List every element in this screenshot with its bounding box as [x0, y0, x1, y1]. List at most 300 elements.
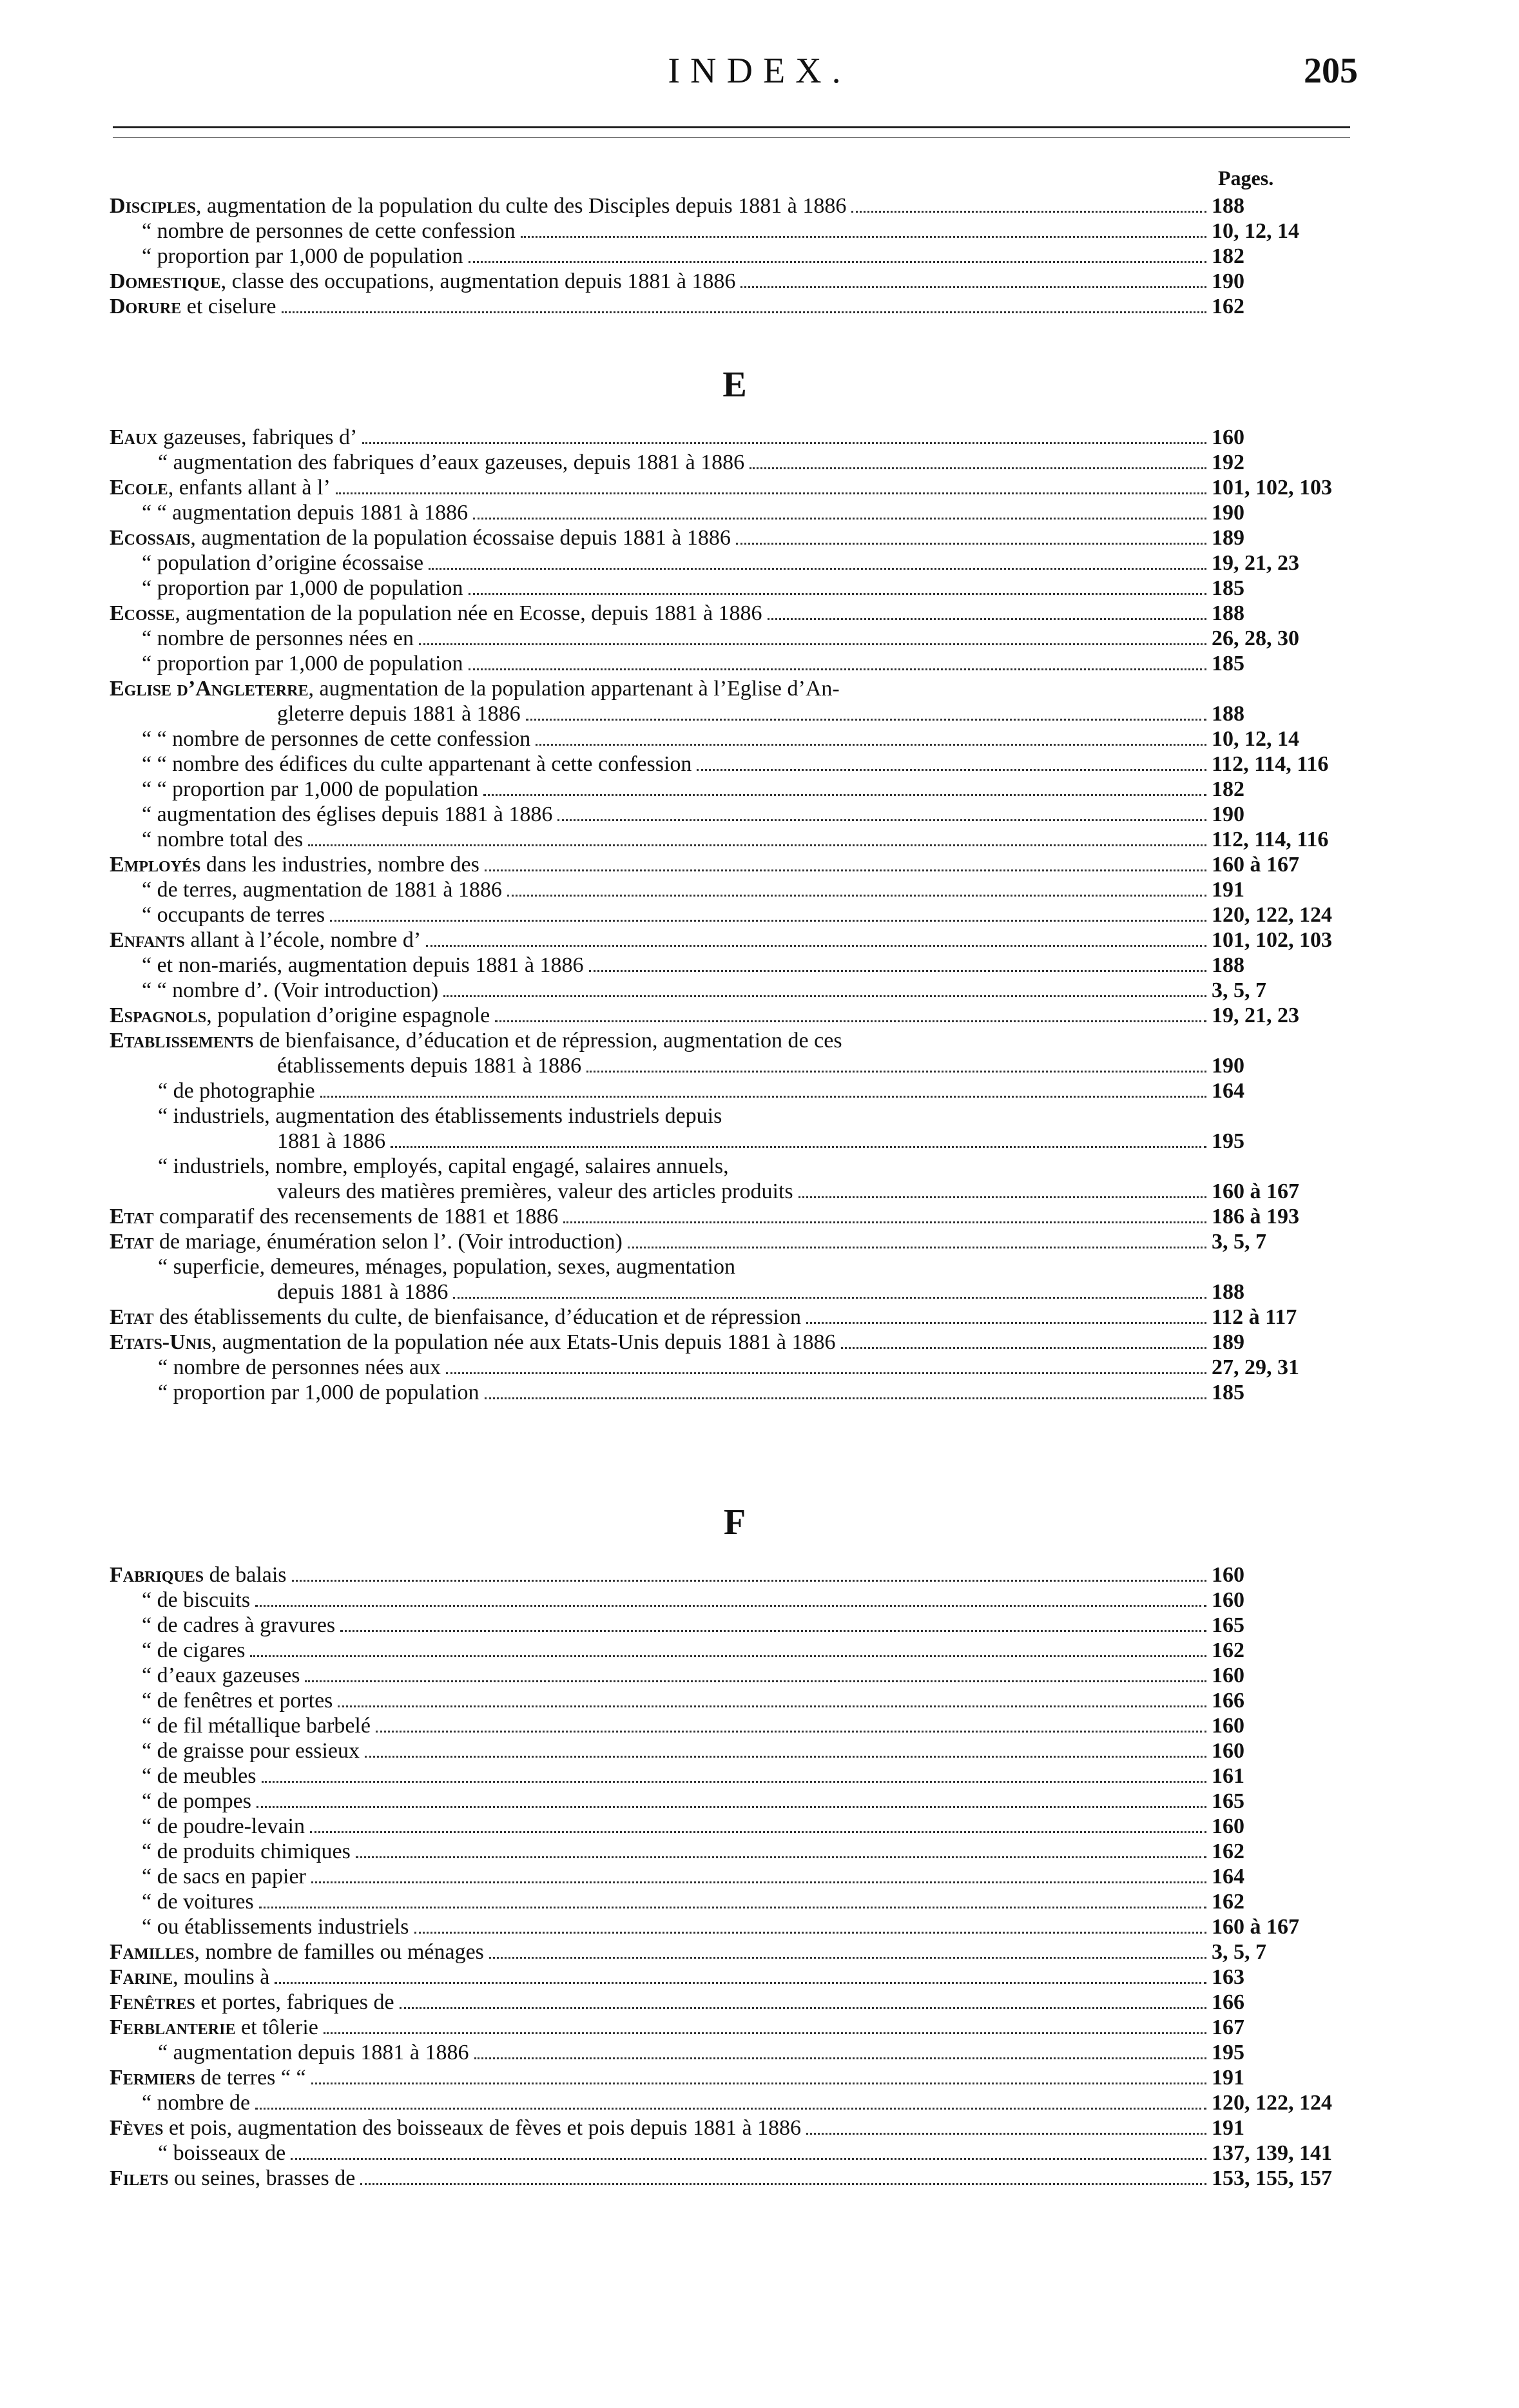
index-entry-pages: 101, 102, 103 — [1212, 928, 1332, 952]
index-entry-label: allant à l’école, nombre d’ — [184, 928, 421, 952]
index-entry-label: , augmentation de la population écossaise depuis 1881 à 1886 — [190, 526, 731, 550]
index-entry-pages: 27, 29, 31 — [1212, 1355, 1299, 1379]
index-entry — [110, 1053, 1360, 1078]
index-entry-continuation: depuis 1881 à 1886 — [277, 1280, 449, 1304]
index-entry-label: de balais — [204, 1563, 287, 1587]
index-entry — [110, 1839, 1360, 1864]
dot-leader — [507, 895, 1206, 897]
index-entry — [110, 475, 1360, 500]
index-entry-text — [110, 701, 521, 726]
index-entry-text — [110, 601, 762, 626]
dot-leader — [697, 769, 1206, 771]
index-entry-text — [110, 852, 479, 877]
dot-leader — [282, 311, 1207, 313]
index-entry-pages: 185 — [1212, 1381, 1244, 1404]
index-entry-text — [110, 1965, 269, 1990]
index-entry-pages: 162 — [1212, 1840, 1244, 1863]
index-entry-text — [110, 1839, 351, 1864]
index-entry — [110, 525, 1360, 550]
dot-leader — [320, 1096, 1206, 1098]
index-entry-head: Ferblanterie — [110, 2015, 236, 2039]
index-entry-label: “ de biscuits — [142, 1588, 251, 1612]
index-entry — [110, 902, 1360, 927]
index-entry-pages: 186 à 193 — [1212, 1205, 1299, 1228]
index-entry-text — [110, 1889, 254, 1914]
index-entry-text — [110, 525, 731, 550]
section-e — [110, 364, 1360, 1405]
index-entry — [110, 1003, 1360, 1028]
index-entry-pages: 160 à 167 — [1212, 1180, 1299, 1203]
index-entry — [110, 701, 1360, 726]
index-entry-label: et tôlerie — [235, 2015, 318, 2039]
index-entry-text — [110, 550, 423, 576]
index-entry-text — [110, 651, 463, 676]
index-entry-pages: 191 — [1212, 2116, 1244, 2140]
index-entry-label: “ nombre de personnes de cette confession — [142, 219, 516, 243]
index-entry-head: Fabriques — [110, 1563, 204, 1587]
index-entry-pages: 160 — [1212, 1739, 1244, 1763]
index-entry-label: , augmentation de la population née aux Etats-Unis depuis 1881 à 1886 — [211, 1330, 836, 1354]
index-entry — [110, 2166, 1360, 2191]
index-entry — [110, 852, 1360, 877]
index-entry — [110, 877, 1360, 902]
dot-leader — [443, 995, 1206, 997]
index-entry-pages: 26, 28, 30 — [1212, 626, 1299, 650]
index-entry — [110, 827, 1360, 852]
index-entry-pages: 161 — [1212, 1764, 1244, 1788]
index-entry — [110, 601, 1360, 626]
index-entry-pages: 166 — [1212, 1990, 1244, 2014]
index-entry-pages: 163 — [1212, 1965, 1244, 1989]
index-entry — [110, 1562, 1360, 1588]
index-entry-label: “ de produits chimiques — [142, 1840, 351, 1863]
index-entry — [110, 777, 1360, 802]
index-entry — [110, 1380, 1360, 1405]
dot-leader — [305, 1680, 1206, 1682]
index-entry-label: “ augmentation des églises depuis 1881 à 1886 — [142, 802, 553, 826]
index-entry-label: “ nombre de personnes nées en — [142, 626, 414, 650]
index-entry-label: “ augmentation depuis 1881 à 1886 — [158, 2041, 469, 2064]
index-entry-pages: 3, 5, 7 — [1212, 1940, 1266, 1964]
index-entry-pages: 190 — [1212, 802, 1244, 826]
dot-leader — [340, 1630, 1206, 1632]
dot-leader — [485, 1397, 1206, 1399]
section-f — [110, 1502, 1360, 2191]
index-entry-label: “ de meubles — [142, 1764, 256, 1788]
index-entry-text — [110, 1990, 394, 2015]
index-entry-label: “ d’eaux gazeuses — [142, 1664, 300, 1687]
header-rule — [113, 126, 1350, 138]
index-entry-continuation: 1881 à 1886 — [277, 1129, 386, 1153]
dot-leader — [483, 794, 1206, 796]
index-entry-head: Dorure — [110, 295, 182, 318]
index-entry-text — [110, 1638, 245, 1663]
index-entry-text — [110, 193, 846, 218]
index-entry-pages: 160 — [1212, 1814, 1244, 1838]
index-entry — [110, 1663, 1360, 1688]
dot-leader — [356, 1856, 1206, 1858]
index-entry-text — [110, 1738, 360, 1763]
index-entry-pages: 112, 114, 116 — [1212, 752, 1329, 776]
dot-leader — [400, 2007, 1206, 2009]
index-entry-label: et pois, augmentation des boisseaux de fèves et pois depuis 1881 à 1886 — [163, 2116, 802, 2140]
index-entry-label: “ de poudre-levain — [142, 1814, 305, 1838]
index-entry-pages: 160 — [1212, 1588, 1244, 1612]
index-entry-text — [110, 2065, 306, 2090]
index-entry-pages: 190 — [1212, 1054, 1244, 1078]
index-entry — [110, 978, 1360, 1003]
index-entry-pages: 162 — [1212, 1638, 1244, 1662]
index-entry — [110, 500, 1360, 525]
index-entry-text — [110, 1688, 333, 1713]
dot-leader — [414, 1932, 1206, 1934]
index-entry-text — [110, 1103, 1360, 1129]
index-entry-label: gazeuses, fabriques d’ — [157, 425, 358, 449]
index-entry-text — [110, 244, 463, 269]
index-entry — [110, 1889, 1360, 1914]
dot-leader — [489, 1957, 1206, 1959]
dot-leader — [338, 1705, 1206, 1707]
index-entry — [110, 726, 1360, 752]
index-entry-pages: 164 — [1212, 1865, 1244, 1889]
index-entry-text — [110, 1380, 479, 1405]
index-entry-pages: 153, 155, 157 — [1212, 2166, 1332, 2190]
index-entry-text — [110, 902, 325, 927]
index-entry-text — [110, 2141, 285, 2166]
index-entry-pages: 167 — [1212, 2015, 1244, 2039]
index-entry-label: , moulins à — [173, 1965, 270, 1989]
index-entry-label: “ de fenêtres et portes — [142, 1689, 333, 1713]
dot-leader — [750, 467, 1206, 469]
index-entry-head: Ecole — [110, 476, 168, 500]
index-entry-label: “ occupants de terres — [142, 903, 325, 927]
index-entry-head: Eaux — [110, 425, 158, 449]
dot-leader — [391, 1146, 1206, 1148]
index-entry-label: des établissements du culte, de bienfaisance, d’éducation et de répression — [153, 1305, 801, 1329]
index-entry-text — [110, 1129, 385, 1154]
index-entry-text — [110, 500, 468, 525]
index-entry-text — [110, 1663, 300, 1688]
index-entry-text — [110, 1914, 409, 1939]
index-entry — [110, 269, 1360, 294]
dot-leader — [485, 869, 1206, 871]
index-entry — [110, 2141, 1360, 2166]
section-letter-e: E — [722, 365, 747, 405]
index-entry-label: “ superficie, demeures, ménages, population, sexes, augmentation — [158, 1255, 735, 1279]
index-entry-label: “ de pompes — [142, 1789, 251, 1813]
index-entry — [110, 294, 1360, 319]
page-number: 205 — [1304, 51, 1358, 91]
index-entry-text — [110, 1053, 581, 1078]
index-entry-pages: 188 — [1212, 194, 1244, 218]
dot-leader — [250, 1655, 1206, 1657]
dot-leader — [426, 945, 1206, 947]
dot-leader — [586, 1071, 1206, 1073]
dot-leader — [365, 1756, 1206, 1758]
index-entry-pages: 160 — [1212, 1714, 1244, 1738]
index-entry — [110, 1229, 1360, 1254]
index-entry-label: “ “ nombre de personnes de cette confession — [142, 727, 531, 751]
index-entry-text — [110, 1204, 558, 1229]
index-entry-label: “ “ nombre d’. (Voir introduction) — [142, 978, 439, 1002]
index-entry-head: Etats-Unis — [110, 1330, 211, 1354]
index-entry — [110, 1713, 1360, 1738]
index-entry-pages: 190 — [1212, 269, 1244, 293]
dot-leader — [292, 1580, 1206, 1582]
page-header — [0, 45, 1519, 103]
index-entry-head: Familles — [110, 1940, 195, 1964]
index-entry — [110, 2090, 1360, 2115]
index-entry — [110, 1965, 1360, 1990]
index-entry-pages: 160 — [1212, 1664, 1244, 1687]
index-entry-label: , augmentation de la population du culte des Disciples depuis 1881 à 1886 — [195, 194, 847, 218]
index-entry-text — [110, 1713, 371, 1738]
index-entry-label: “ de cadres à gravures — [142, 1613, 336, 1637]
dot-leader — [589, 970, 1207, 972]
index-entry-text — [110, 1229, 623, 1254]
index-entry-text — [110, 1939, 484, 1965]
index-entry-head: Etat — [110, 1305, 154, 1329]
index-entry — [110, 425, 1360, 450]
index-entry-label: “ “ augmentation depuis 1881 à 1886 — [142, 501, 469, 525]
index-entry-text — [110, 1763, 256, 1789]
index-entry-label: de mariage, énumération selon l’. (Voir introduction) — [153, 1230, 623, 1254]
index-entry-label: “ boisseaux de — [158, 2141, 286, 2165]
index-entry-continuation: valeurs des matières premières, valeur des articles produits — [277, 1180, 793, 1203]
index-entry — [110, 2115, 1360, 2141]
index-entry — [110, 576, 1360, 601]
index-entry — [110, 1763, 1360, 1789]
index-entry-pages: 182 — [1212, 244, 1244, 268]
index-entry-text — [110, 1003, 490, 1028]
index-entry-pages: 164 — [1212, 1079, 1244, 1103]
index-entry-label: “ de graisse pour essieux — [142, 1739, 360, 1763]
index-entry-text — [110, 2090, 250, 2115]
index-entry-text — [110, 927, 421, 953]
index-entry-text — [110, 425, 357, 450]
index-entry — [110, 450, 1360, 475]
index-entry — [110, 218, 1360, 244]
index-entry-pages: 162 — [1212, 295, 1244, 318]
dot-leader — [446, 1372, 1206, 1374]
index-entry-text — [110, 1613, 335, 1638]
index-entry-text — [110, 978, 438, 1003]
index-entry — [110, 1990, 1360, 2015]
dot-leader — [256, 1806, 1206, 1808]
dot-leader — [308, 844, 1206, 846]
index-entry-text — [110, 450, 744, 475]
index-entry-text — [110, 752, 692, 777]
index-entry-text — [110, 626, 414, 651]
index-entry-head: Ecosse — [110, 601, 175, 625]
index-entry-label: “ nombre de personnes nées aux — [158, 1355, 441, 1379]
dot-leader — [469, 261, 1206, 263]
index-entry-pages: 19, 21, 23 — [1212, 551, 1299, 575]
index-entry-label: , augmentation de la population appartenant à l’Eglise d’An- — [308, 677, 840, 701]
index-entry — [110, 1330, 1360, 1355]
index-entry-pages: 188 — [1212, 1280, 1244, 1304]
dot-leader — [469, 593, 1206, 595]
index-entry-label: “ “ nombre des édifices du culte appartenant à cette confession — [142, 752, 692, 776]
dot-leader — [557, 819, 1206, 821]
index-entry-label: “ de photographie — [158, 1079, 315, 1103]
dot-leader — [360, 2183, 1206, 2185]
index-entry — [110, 1588, 1360, 1613]
dot-leader — [259, 1907, 1206, 1908]
index-entry — [110, 1279, 1360, 1305]
index-entry-text — [110, 2040, 469, 2065]
dot-leader — [628, 1247, 1206, 1248]
index-entry-pages: 190 — [1212, 501, 1244, 525]
index-entry — [110, 1355, 1360, 1380]
index-entry-text — [110, 777, 478, 802]
index-entry-label: de terres “ “ — [195, 2066, 306, 2090]
index-entry-head: Disciples — [110, 194, 196, 218]
index-entry-pages: 162 — [1212, 1890, 1244, 1914]
index-entry-text — [110, 1789, 251, 1814]
index-entry-pages: 191 — [1212, 2066, 1244, 2090]
index-entry — [110, 953, 1360, 978]
index-entry-pages: 137, 139, 141 — [1212, 2141, 1332, 2165]
index-entry-pages: 191 — [1212, 878, 1244, 902]
index-entry-label: “ nombre total des — [142, 828, 304, 851]
index-entry-text — [110, 1179, 793, 1204]
index-entry-pages: 165 — [1212, 1789, 1244, 1813]
dot-leader — [526, 719, 1206, 721]
dot-leader — [336, 492, 1206, 494]
index-entry — [110, 1738, 1360, 1763]
index-entry — [110, 2065, 1360, 2090]
index-entry-label: ou seines, brasses de — [168, 2166, 356, 2190]
dot-leader — [310, 1831, 1206, 1833]
index-entry-label: “ nombre de — [142, 2091, 251, 2115]
index-entry — [110, 2015, 1360, 2040]
index-entry-pages: 185 — [1212, 576, 1244, 600]
dot-leader — [521, 236, 1206, 238]
index-entry-text — [110, 1254, 1360, 1279]
index-entry-pages: 188 — [1212, 953, 1244, 977]
index-entry-pages: 160 à 167 — [1212, 853, 1299, 877]
index-entry-pages: 195 — [1212, 2041, 1244, 2064]
index-entry — [110, 1204, 1360, 1229]
index-entry-head: Etat — [110, 1230, 154, 1254]
index-entry-label: , augmentation de la population née en Ecosse, depuis 1881 à 1886 — [175, 601, 762, 625]
dot-leader — [473, 518, 1206, 519]
index-entry-continuation: établissements depuis 1881 à 1886 — [277, 1054, 582, 1078]
index-entry-label: “ et non-mariés, augmentation depuis 1881 à 1886 — [142, 953, 584, 977]
index-entry-label: “ de fil métallique barbelé — [142, 1714, 371, 1738]
dot-leader — [311, 1881, 1206, 1883]
index-entry-label: , enfants allant à l’ — [168, 476, 331, 500]
index-entry-label: “ proportion par 1,000 de population — [142, 576, 463, 600]
index-entry-pages: 185 — [1212, 652, 1244, 675]
index-entry — [110, 651, 1360, 676]
index-entry-label: , nombre de familles ou ménages — [194, 1940, 484, 1964]
index-entry — [110, 802, 1360, 827]
index-entry-text — [110, 1864, 306, 1889]
dot-leader — [275, 1982, 1206, 1984]
index-entry-head: Filets — [110, 2166, 169, 2190]
index-entry-pages: 195 — [1212, 1129, 1244, 1153]
index-entry-pages: 182 — [1212, 777, 1244, 801]
dot-leader — [798, 1196, 1206, 1198]
index-entry-pages: 188 — [1212, 702, 1244, 726]
index-entry-label: et ciselure — [181, 295, 276, 318]
index-entry-pages: 189 — [1212, 1330, 1244, 1354]
dot-leader — [736, 543, 1206, 545]
index-entry — [110, 1129, 1360, 1154]
dot-leader — [740, 286, 1206, 288]
dot-leader — [324, 2032, 1206, 2034]
index-entry-text — [110, 676, 1360, 701]
index-entry-pages: 112, 114, 116 — [1212, 828, 1329, 851]
dot-leader — [255, 1605, 1206, 1607]
index-entry-label: comparatif des recensements de 1881 et 1886 — [153, 1205, 559, 1228]
index-entry-label: “ “ proportion par 1,000 de population — [142, 777, 479, 801]
index-entry-text — [110, 2166, 355, 2191]
index-entry-text — [110, 1154, 1360, 1179]
index-entry-text — [110, 1028, 1360, 1053]
index-entry-pages: 10, 12, 14 — [1212, 219, 1299, 243]
dot-leader — [536, 744, 1206, 746]
index-entry — [110, 1305, 1360, 1330]
dot-leader — [495, 1020, 1206, 1022]
index-entry-label: “ de terres, augmentation de 1881 à 1886 — [142, 878, 502, 902]
index-entry-pages: 3, 5, 7 — [1212, 1230, 1266, 1254]
index-entry-text — [110, 2015, 318, 2040]
index-entry-head: Etablissements — [110, 1029, 254, 1053]
index-entry-head: Fermiers — [110, 2066, 195, 2090]
index-entry-label: “ proportion par 1,000 de population — [142, 652, 463, 675]
index-entry — [110, 550, 1360, 576]
dot-leader — [453, 1297, 1206, 1299]
index-entry-label: de bienfaisance, d’éducation et de répression, augmentation de ces — [253, 1029, 842, 1053]
index-entry-head: Ecossais — [110, 526, 191, 550]
index-entry-pages: 112 à 117 — [1212, 1305, 1297, 1329]
index-entry-text — [110, 1814, 305, 1839]
index-entry-pages: 10, 12, 14 — [1212, 727, 1299, 751]
index-entry-text — [110, 1078, 315, 1103]
dot-leader — [851, 211, 1206, 213]
index-entry-text — [110, 576, 463, 601]
index-entry-pages: 120, 122, 124 — [1212, 903, 1332, 927]
index-entry-text — [110, 1330, 836, 1355]
index-entry-label: “ de cigares — [142, 1638, 246, 1662]
dot-leader — [768, 618, 1206, 620]
dot-leader — [474, 2057, 1206, 2059]
index-entry-head: Farine — [110, 1965, 173, 1989]
index-entry-label: “ proportion par 1,000 de population — [142, 244, 463, 268]
index-entry-head: Domestique — [110, 269, 221, 293]
index-entry — [110, 1613, 1360, 1638]
index-entry-continuation: gleterre depuis 1881 à 1886 — [277, 702, 521, 726]
dot-leader — [806, 2133, 1206, 2135]
index-entry-head: Fèves — [110, 2116, 164, 2140]
index-entry — [110, 927, 1360, 953]
index-entry-text — [110, 475, 331, 500]
dot-leader — [376, 1731, 1206, 1733]
index-entry — [110, 626, 1360, 651]
index-entry-label: “ augmentation des fabriques d’eaux gazeuses, depuis 1881 à 1886 — [158, 451, 745, 474]
dot-leader — [291, 2158, 1206, 2160]
index-entry-pages: 120, 122, 124 — [1212, 2091, 1332, 2115]
index-entry-text — [110, 218, 516, 244]
index-entry — [110, 1939, 1360, 1965]
index-entry-label: “ industriels, augmentation des établissements industriels depuis — [158, 1104, 722, 1128]
index-entry-text — [110, 1279, 448, 1305]
index-entry — [110, 193, 1360, 218]
dot-leader — [262, 1781, 1207, 1783]
